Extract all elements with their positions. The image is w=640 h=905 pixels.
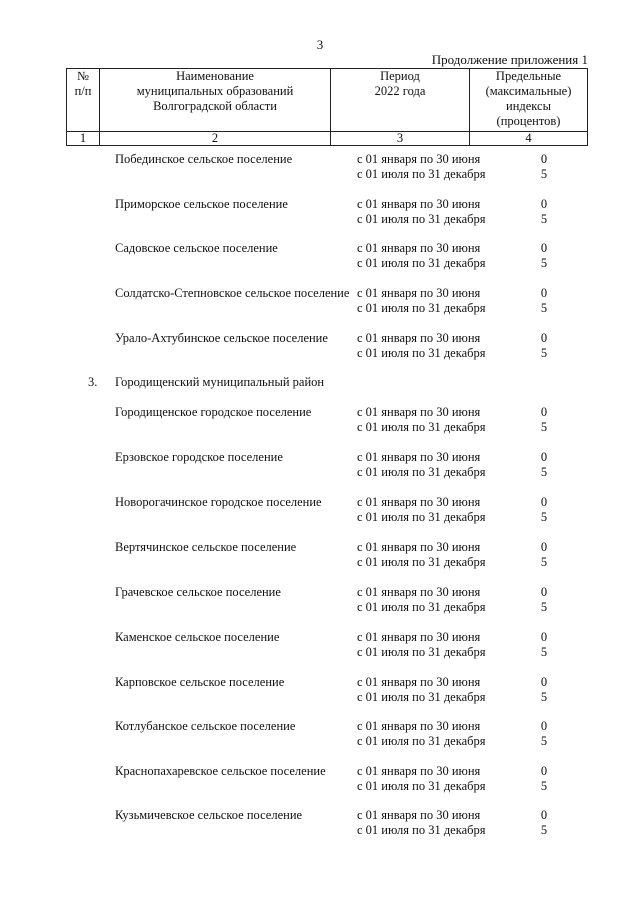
settlement-name: Грачевское сельское поселение (115, 585, 281, 599)
period-cell: с 01 января по 30 июня с 01 июля по 31 декабря (357, 675, 486, 704)
period-cell: с 01 января по 30 июня с 01 июля по 31 декабря (357, 630, 486, 659)
period-cell: с 01 января по 30 июня с 01 июля по 31 декабря (357, 808, 486, 837)
index-cell: 0 5 (540, 630, 548, 659)
period-cell: с 01 января по 30 июня с 01 июля по 31 декабря (357, 241, 486, 270)
period-cell: с 01 января по 30 июня с 01 июля по 31 декабря (357, 450, 486, 479)
index-cell: 0 5 (540, 585, 548, 614)
index-cell: 0 5 (540, 675, 548, 704)
header-index: Предельные (максимальные) индексы (процентов) (470, 69, 588, 132)
index-cell: 0 5 (540, 719, 548, 748)
period-cell: с 01 января по 30 июня с 01 июля по 31 декабря (357, 540, 486, 569)
index-cell: 0 5 (540, 764, 548, 793)
column-number-4: 4 (470, 132, 588, 146)
period-cell: с 01 января по 30 июня с 01 июля по 31 декабря (357, 286, 486, 315)
settlement-name: Приморское сельское поселение (115, 197, 288, 211)
index-cell: 0 5 (540, 286, 548, 315)
header-name: Наименование муниципальных образований Волгоградской области (100, 69, 331, 132)
settlement-name: Солдатско-Степновское сельское поселение (115, 286, 350, 300)
index-cell: 0 5 (540, 808, 548, 837)
header-period: Период 2022 года (331, 69, 470, 132)
header-number: № п/п (67, 69, 100, 132)
settlement-name: Карповское сельское поселение (115, 675, 285, 689)
index-cell: 0 5 (540, 405, 548, 434)
settlement-name: Каменское сельское поселение (115, 630, 280, 644)
district-number: 3. (88, 375, 98, 389)
settlement-name: Городищенское городское поселение (115, 405, 312, 419)
period-cell: с 01 января по 30 июня с 01 июля по 31 декабря (357, 197, 486, 226)
settlement-name: Кузьмичевское сельское поселение (115, 808, 303, 822)
settlement-name: Вертячинское сельское поселение (115, 540, 297, 554)
settlement-name: Краснопахаревское сельское поселение (115, 764, 326, 778)
settlement-name: Ерзовское городское поселение (115, 450, 283, 464)
column-number-3: 3 (331, 132, 470, 146)
index-cell: 0 5 (540, 197, 548, 226)
period-cell: с 01 января по 30 июня с 01 июля по 31 декабря (357, 719, 486, 748)
district-name: Городищенский муниципальный район (115, 375, 325, 389)
continuation-label: Продолжение приложения 1 (431, 52, 588, 67)
settlement-name: Садовское сельское поселение (115, 241, 278, 255)
period-cell: с 01 января по 30 июня с 01 июля по 31 декабря (357, 331, 486, 360)
index-cell: 0 5 (540, 241, 548, 270)
settlement-name: Котлубанское сельское поселение (115, 719, 296, 733)
index-cell: 0 5 (540, 331, 548, 360)
period-cell: с 01 января по 30 июня с 01 июля по 31 декабря (357, 585, 486, 614)
period-cell: с 01 января по 30 июня с 01 июля по 31 декабря (357, 152, 486, 181)
settlement-name: Новорогачинское городское поселение (115, 495, 322, 509)
index-cell: 0 5 (540, 540, 548, 569)
column-number-2: 2 (100, 132, 331, 146)
period-cell: с 01 января по 30 июня с 01 июля по 31 декабря (357, 405, 486, 434)
period-cell: с 01 января по 30 июня с 01 июля по 31 декабря (357, 495, 486, 524)
index-cell: 0 5 (540, 450, 548, 479)
settlement-name: Урало-Ахтубинское сельское поселение (115, 331, 328, 345)
table-header (66, 68, 588, 146)
index-cell: 0 5 (540, 495, 548, 524)
index-cell: 0 5 (540, 152, 548, 181)
page-number: 3 (316, 37, 324, 52)
settlement-name: Побединское сельское поселение (115, 152, 293, 166)
column-number-1: 1 (67, 132, 100, 146)
period-cell: с 01 января по 30 июня с 01 июля по 31 декабря (357, 764, 486, 793)
